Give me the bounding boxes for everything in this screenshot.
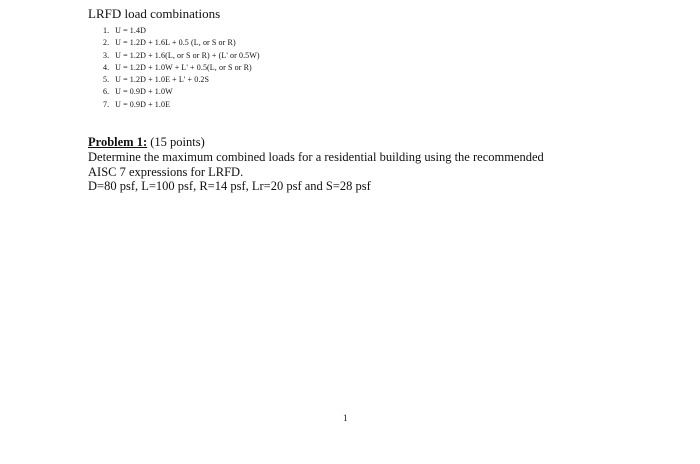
problem-line: AISC 7 expressions for LRFD. [88, 164, 244, 179]
problem-label: Problem 1: [88, 135, 148, 149]
combination-expression: U = 1.2D + 1.0W + L' + 0.5(L, or S or R) [115, 62, 252, 72]
combination-number: 6. [103, 87, 110, 97]
combination-number: 1. [103, 26, 110, 35]
load-combination-list [103, 25, 260, 111]
combination-number: 7. [103, 99, 110, 109]
combination-number: 3. [103, 50, 110, 60]
combination-expression: U = 0.9D + 1.0E [115, 99, 171, 109]
problem-statement [88, 150, 648, 194]
page-number: 1 [343, 413, 348, 423]
problem-line: Determine the maximum combined loads for a residential building using the recommended [88, 150, 544, 164]
problem-given-values: D=80 psf, L=100 psf, R=14 psf, Lr=20 psf and S=28 psf [88, 179, 371, 193]
load-combination-item [103, 50, 260, 62]
load-combination-item [103, 86, 260, 98]
load-combination-item [103, 37, 260, 49]
load-combination-item [103, 62, 260, 74]
combination-expression: U = 1.4D [115, 26, 146, 35]
load-combination-item [103, 99, 260, 111]
combination-number: 4. [103, 62, 110, 72]
load-combination-item [103, 25, 260, 37]
combination-expression: U = 1.2D + 1.6L + 0.5 (L, or S or R) [115, 38, 236, 48]
problem-points: (15 points) [150, 135, 205, 149]
problem-heading [88, 135, 205, 150]
combination-expression: U = 0.9D + 1.0W [115, 87, 173, 97]
combination-expression: U = 1.2D + 1.0E + L' + 0.2S [115, 75, 210, 85]
combination-number: 2. [103, 38, 110, 48]
combination-expression: U = 1.2D + 1.6(L, or S or R) + (L' or 0.5W) [115, 50, 260, 60]
load-combination-item [103, 74, 260, 86]
section-heading: LRFD load combinations [88, 6, 221, 21]
combination-number: 5. [103, 75, 110, 85]
